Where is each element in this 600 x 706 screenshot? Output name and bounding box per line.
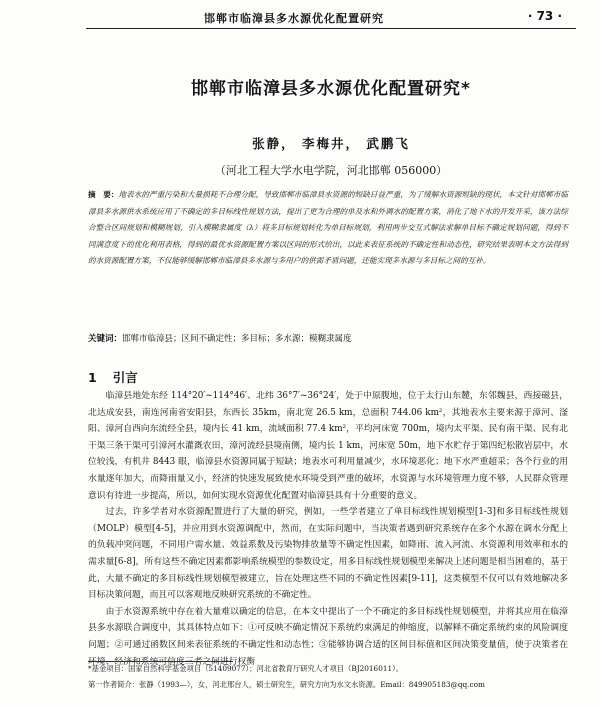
- body-paragraph: 临漳县地处东经 114°20′~114°46′、北纬 36°7′~36°24′，处于中原腹地，位于太行山东麓，东邻魏县，西接磁县，北达成安县，南连河南省安阳县，东西长 35km，南北宽 26.5 km，总面积 744.06 km²，其地表水主要来源于漳河、滏阳、漳河自西向东流经全县，境内长 41 km，流域面积 77.4 km²，平均河床宽 700m，境内太平渠、民有南干渠、民有北干渠三条干渠可引漳河水灌溉农田，漳河流经县境南侧，境内长 1 km，河床宽 50m，地下水贮存于第四纪松散岩层中，水位较浅，有机井 8443 眼，临漳县水资源同属于短缺；地表水可利用量减少，水环境恶化；地下水严重超采；各个行业的用水量逐年加大，而降雨量又小，经济的快速发展致使水环境受到严重的破坏，水资源与水环境管理力度不够，人民群众管理意识有待进一步提高，所以，如何实现水资源优化配置对临漳县具有十分重要的意义。: [88, 391, 568, 501]
- section-heading: [88, 368, 138, 386]
- header-rule: [86, 28, 576, 29]
- paper-title: 邯郸市临漳县多水源优化配置研究*: [191, 79, 471, 99]
- footnote-author: 第一作者简介：张静（1993—），女，河北邢台人，硕士研究生，研究方向为水文水资源。Email：849905183@qq.com: [88, 680, 485, 689]
- footnote-rule: [88, 661, 233, 662]
- keywords-label: 关键词：: [88, 334, 123, 344]
- body-paragraph: 由于水资源系统中存在着大量难以确定的信息，在本文中提出了一个不确定的多目标线性规划模型，并将其应用在临漳县多水源联合调度中，其具体特点如下：①可反映不确定情况下系统约束满足的伸缩度，以解释不确定系统约束的风险调度问题；②可通过函数区间来表征系统的不确定性和动态性；③能够协调合适的区间目标值和区间决策变量值，使于决策者在环境、经济和系统可信度三者之间进行权衡: [88, 606, 568, 667]
- section-title: 引言: [112, 370, 138, 385]
- running-title: 邯郸市临漳县多水源优化配置研究: [204, 12, 384, 25]
- running-header: [86, 6, 576, 24]
- keywords-text: 邯郸市临漳县；区间不确定性；多目标；多水源；模糊隶属度: [122, 334, 352, 344]
- author-affiliation: （河北工程大学水电学院，河北邯郸 056000）: [214, 164, 448, 177]
- paper-authors: 张静， 李梅井， 武鹏飞: [252, 136, 410, 151]
- abstract-text: 地表水的严重污染和大量损耗不合理分配，导致邯郸市临漳县水资源的短缺日益严重，为了缓解水资源短缺的现状，本文针对邯郸市临漳县多水源供水系统应用了不确定的多目标线性规划方法，提出了更为合理的单及水和外调水的配置方案，消化了地下水的开发开采，该方法综合整合区间规划和模糊规划，引入模糊隶属度（λ）将多目标规划转化为单目标规划，利用两步交互式解法求解单目标不确定规划问题，得到不同满意度下的优化利用表格，得到的最优水资源配置方案以区间的形式给出，以此来表征系统的不确定性和动态性，研究结果表明本文方法得到的水资源配置方案，不仅能够缓解邯郸市临漳县多水源与多用户的供需矛盾问题，还能实现多水源与多目标之间的互补。: [88, 190, 568, 266]
- keywords: [88, 332, 568, 344]
- page-number: · 73 ·: [527, 9, 562, 23]
- abstract-label: 摘 要：: [88, 190, 119, 199]
- section-number: 1: [88, 370, 97, 385]
- abstract: [88, 187, 568, 270]
- body-text: [88, 388, 568, 670]
- body-paragraph: 过去，许多学者对水资源配置进行了大量的研究，例如，一些学者建立了单目标线性规划模型[1-3]和多目标线性规划（MOLP）模型[4-5]，并应用到水资源调配中，然而，在实际问题中，当决策者遇到研究系统存在多个水源在调水分配上的负载冲突问题，不同用户需水量、效益系数及污染物排放量等不确定性因素，如降雨、流入河流、水资源利用效率和水的需求量[6-8]，所有这些不确定因素都影响系统模型的参数设定，用多目标线性规划模型来解决上述问题是相当困难的，基于此，大量不确定的多目标线性规划模型被建立，旨在处理这些不同的不确定性因素[9-11]，这类模型不仅可以有效地解决多目标决策问题，而且可以客观地反映研究系统的不确定性。: [88, 507, 568, 601]
- footnote-funding: *基金项目：国家自然科学基金项目（51409077）；河北省教育厅研究人才项目（BJ2016011）。: [88, 664, 404, 673]
